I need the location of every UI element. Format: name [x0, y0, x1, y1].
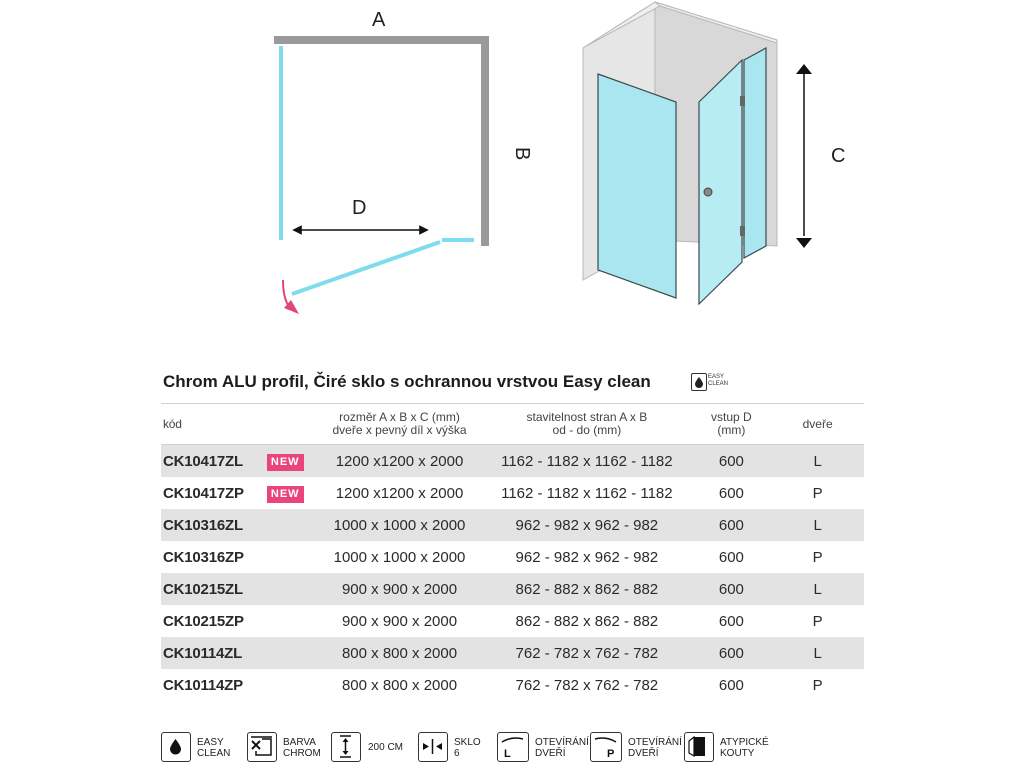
- cell-rozmer: 800 x 800 x 2000: [317, 637, 482, 669]
- header-dvere: dveře: [771, 404, 864, 445]
- cell-vstup: 600: [718, 484, 744, 502]
- cell-stavitelnost: 862 - 882 x 862 - 882: [482, 573, 691, 605]
- table-row: [161, 541, 864, 573]
- cell-rozmer: 1200 x1200 x 2000: [317, 445, 482, 478]
- cell-dvere: L: [771, 445, 864, 478]
- product-table: [161, 403, 864, 701]
- cell-stavitelnost: 762 - 782 x 762 - 782: [515, 676, 659, 694]
- label-b: B: [511, 147, 533, 161]
- cell-kod: CK10114ZL: [161, 637, 267, 669]
- legend-label: DVEŘÍ: [535, 748, 566, 759]
- cell-kod: CK10114ZP: [163, 676, 243, 694]
- cell-rozmer: 1000 x 1000 x 2000: [317, 509, 482, 541]
- easy-mini-line1: EASY: [708, 374, 725, 380]
- label-d: D: [352, 197, 367, 219]
- table-row: [161, 605, 864, 637]
- cell-kod: CK10316ZL: [161, 509, 267, 541]
- cell-rozmer: 900 x 900 x 2000: [341, 612, 458, 630]
- door-left-letter: L: [504, 748, 511, 760]
- cell-kod: CK10417ZL: [161, 445, 267, 478]
- cell-kod: CK10417ZP: [163, 484, 244, 502]
- cell-dvere: L: [771, 637, 864, 669]
- cell-rozmer: 900 x 900 x 2000: [317, 573, 482, 605]
- legend-label: BARVA: [283, 737, 316, 748]
- corner-icon: [684, 732, 714, 762]
- dimension-c-bottom-arrow: [796, 238, 812, 248]
- front-glass-left: [598, 74, 676, 298]
- fixed-glass-3d: [744, 48, 766, 258]
- cell-vstup: 600: [692, 637, 772, 669]
- table-row: [161, 573, 864, 605]
- glass-icon: [418, 732, 448, 762]
- label-a: A: [372, 9, 386, 31]
- new-badge: NEW: [267, 486, 304, 503]
- door-handle: [704, 188, 712, 196]
- table-row: [161, 669, 864, 701]
- cell-rozmer: 800 x 800 x 2000: [341, 676, 458, 694]
- height-icon: [331, 732, 361, 762]
- cell-rozmer: 1000 x 1000 x 2000: [333, 548, 466, 566]
- cell-stavitelnost: 962 - 982 x 962 - 982: [482, 509, 691, 541]
- legend-label: EASY: [197, 737, 224, 748]
- legend-label: CHROM: [283, 748, 321, 759]
- dimension-c-top-arrow: [796, 64, 812, 74]
- legend-label: 6: [454, 748, 460, 759]
- cell-vstup: 600: [692, 573, 772, 605]
- shower-3d-diagram: [583, 2, 845, 304]
- door-right-letter: P: [607, 748, 615, 760]
- table-row: [161, 445, 864, 478]
- cell-dvere: P: [812, 484, 823, 502]
- door-glass-3d: [699, 60, 742, 304]
- table-row: [161, 637, 864, 669]
- easy-mini-line2: CLEAN: [708, 381, 729, 387]
- hinge-top: [740, 96, 745, 106]
- legend-label: DVEŘÍ: [628, 748, 659, 759]
- cell-kod: CK10316ZP: [163, 548, 244, 566]
- table-row: [161, 477, 864, 509]
- cell-kod: CK10215ZL: [161, 573, 267, 605]
- cell-stavitelnost: 1162 - 1182 x 1162 - 1182: [501, 484, 673, 502]
- cell-dvere: P: [812, 548, 823, 566]
- label-c: C: [831, 145, 846, 167]
- drop-icon: [161, 732, 191, 762]
- cell-vstup: 600: [692, 445, 772, 478]
- legend-label: OTEVÍRÁNÍ: [535, 737, 589, 748]
- header-new: [267, 404, 317, 445]
- table-header: [161, 404, 864, 445]
- product-diagrams: [0, 0, 1024, 360]
- cell-vstup: 600: [692, 509, 772, 541]
- wall-frame: [274, 40, 485, 246]
- legend-label: SKLO: [454, 737, 481, 748]
- cell-vstup: 600: [718, 676, 744, 694]
- floor-plan-diagram: [274, 9, 533, 314]
- legend-label: CLEAN: [197, 748, 231, 759]
- legend-label: ATYPICKÉ: [720, 737, 769, 748]
- legend-label: 200 CM: [368, 742, 404, 753]
- easy-clean-mini-badge: [691, 373, 729, 393]
- door-right-icon: [590, 732, 622, 762]
- cell-stavitelnost: 762 - 782 x 762 - 782: [482, 637, 691, 669]
- drop-icon: [691, 373, 707, 391]
- cell-stavitelnost: 962 - 982 x 962 - 982: [515, 548, 659, 566]
- cell-dvere: L: [771, 573, 864, 605]
- header-vstup: vstup D (mm): [692, 404, 772, 445]
- door-glass: [292, 242, 440, 294]
- header-kod: kód: [161, 404, 267, 445]
- cell-kod: CK10215ZP: [163, 612, 244, 630]
- legend-label: OTEVÍRÁNÍ: [628, 737, 682, 748]
- cell-stavitelnost: 1162 - 1182 x 1162 - 1182: [482, 445, 691, 478]
- cell-vstup: 600: [718, 548, 744, 566]
- cell-rozmer: 1200 x1200 x 2000: [335, 484, 464, 502]
- cell-vstup: 600: [718, 612, 744, 630]
- cell-stavitelnost: 862 - 882 x 862 - 882: [515, 612, 659, 630]
- legend-label: KOUTY: [720, 748, 755, 759]
- product-title: Chrom ALU profil, Čiré sklo s ochrannou vrstvou Easy clean: [163, 372, 651, 391]
- header-rozmer: rozměr A x B x C (mm) dveře x pevný díl x výška: [317, 404, 482, 445]
- door-left-icon: [497, 732, 529, 762]
- cell-dvere: P: [812, 676, 823, 694]
- cell-dvere: L: [771, 509, 864, 541]
- cell-dvere: P: [812, 612, 823, 630]
- new-badge: NEW: [267, 454, 304, 471]
- hinge-bottom: [740, 226, 745, 236]
- header-stavitelnost: stavitelnost stran A x B od - do (mm): [482, 404, 691, 445]
- color-chrome-icon: [247, 732, 277, 762]
- table-row: [161, 509, 864, 541]
